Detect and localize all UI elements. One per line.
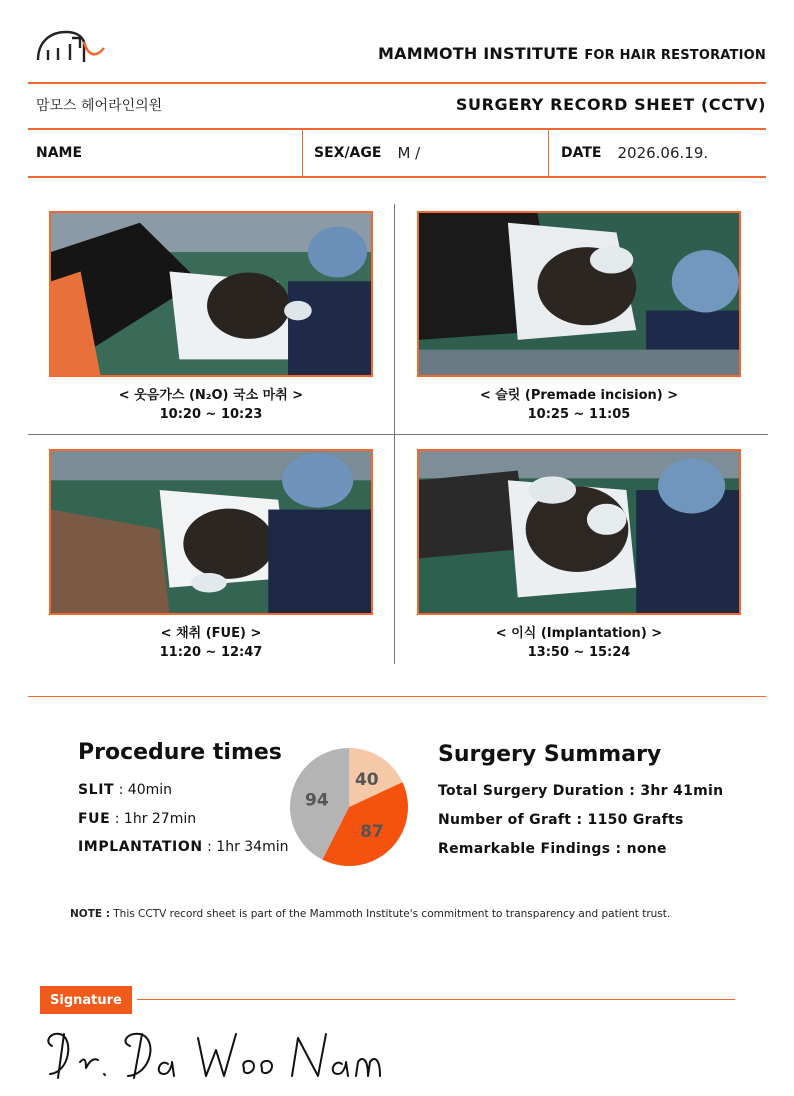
cctv-photo-fue xyxy=(49,449,373,615)
procedure-item xyxy=(78,811,196,827)
mammoth-logo-icon xyxy=(36,28,108,64)
name-cell xyxy=(36,130,98,176)
pie-label-slit: 40 xyxy=(354,770,379,791)
cctv-photo-implantation xyxy=(417,449,741,615)
summary-line: Total Surgery Duration : 3hr 41min xyxy=(438,783,724,799)
summary-rule xyxy=(28,696,766,697)
sheet-title: SURGERY RECORD SHEET (CCTV) xyxy=(455,95,766,114)
surgery-summary-title: Surgery Summary xyxy=(438,742,662,767)
grid-horizontal-divider xyxy=(28,434,768,435)
procedure-value: : 1hr 34min xyxy=(202,839,289,855)
pie-label-implantation: 94 xyxy=(305,790,329,811)
step-title: < 채취 (FUE) > xyxy=(160,626,262,641)
step-time: 10:20 ~ 10:23 xyxy=(159,407,263,422)
date-value: 2026.06.19. xyxy=(617,144,709,162)
step-caption xyxy=(49,386,373,424)
info-divider xyxy=(548,130,549,176)
procedure-key: SLIT xyxy=(78,782,115,798)
sexage-label: SEX/AGE xyxy=(314,145,382,161)
date-label: DATE xyxy=(561,145,602,161)
name-label: NAME xyxy=(36,145,83,161)
patient-info-row xyxy=(28,130,766,176)
note-label: NOTE : xyxy=(70,908,110,920)
signature-label: Signature xyxy=(40,986,132,1014)
institute-main: MAMMOTH INSTITUTE xyxy=(378,44,579,63)
date-cell xyxy=(561,130,708,176)
step-time: 10:25 ~ 11:05 xyxy=(527,407,631,422)
note-text: This CCTV record sheet is part of the Mammoth Institute's commitment to transparency and patient trust. xyxy=(109,908,671,920)
procedure-times-pie-chart xyxy=(288,746,410,868)
sexage-value: M / xyxy=(397,144,421,162)
procedure-item xyxy=(78,782,172,798)
info-bottom-rule xyxy=(28,176,766,178)
transparency-note xyxy=(70,908,670,920)
step-title: < 슬릿 (Premade incision) > xyxy=(479,388,679,403)
procedure-key: IMPLANTATION xyxy=(78,839,203,855)
cctv-photo-anesthesia xyxy=(49,211,373,377)
step-caption xyxy=(417,624,741,662)
step-caption xyxy=(417,386,741,424)
institute-name xyxy=(378,44,766,63)
step-title: < 이식 (Implantation) > xyxy=(495,626,663,641)
institute-sub: FOR HAIR RESTORATION xyxy=(584,48,766,63)
cctv-photo-slit xyxy=(417,211,741,377)
clinic-korean-name: 맘모스 헤어라인의원 xyxy=(36,98,163,114)
procedure-value: : 1hr 27min xyxy=(110,811,197,827)
step-time: 13:50 ~ 15:24 xyxy=(527,645,631,660)
step-caption xyxy=(49,624,373,662)
step-title: < 웃음가스 (N₂O) 국소 마취 > xyxy=(118,388,304,403)
procedure-times-title: Procedure times xyxy=(78,740,282,765)
handwritten-signature xyxy=(40,1024,420,1090)
header-rule xyxy=(28,82,766,84)
procedure-key: FUE xyxy=(78,811,111,827)
info-divider xyxy=(302,130,303,176)
step-time: 11:20 ~ 12:47 xyxy=(159,645,263,660)
procedure-item xyxy=(78,839,289,855)
signature-rule xyxy=(137,999,735,1000)
sexage-cell xyxy=(314,130,420,176)
summary-line: Number of Graft : 1150 Grafts xyxy=(438,812,684,828)
pie-label-fue: 87 xyxy=(360,821,384,842)
procedure-value: : 40min xyxy=(114,782,173,798)
summary-line: Remarkable Findings : none xyxy=(438,841,667,857)
